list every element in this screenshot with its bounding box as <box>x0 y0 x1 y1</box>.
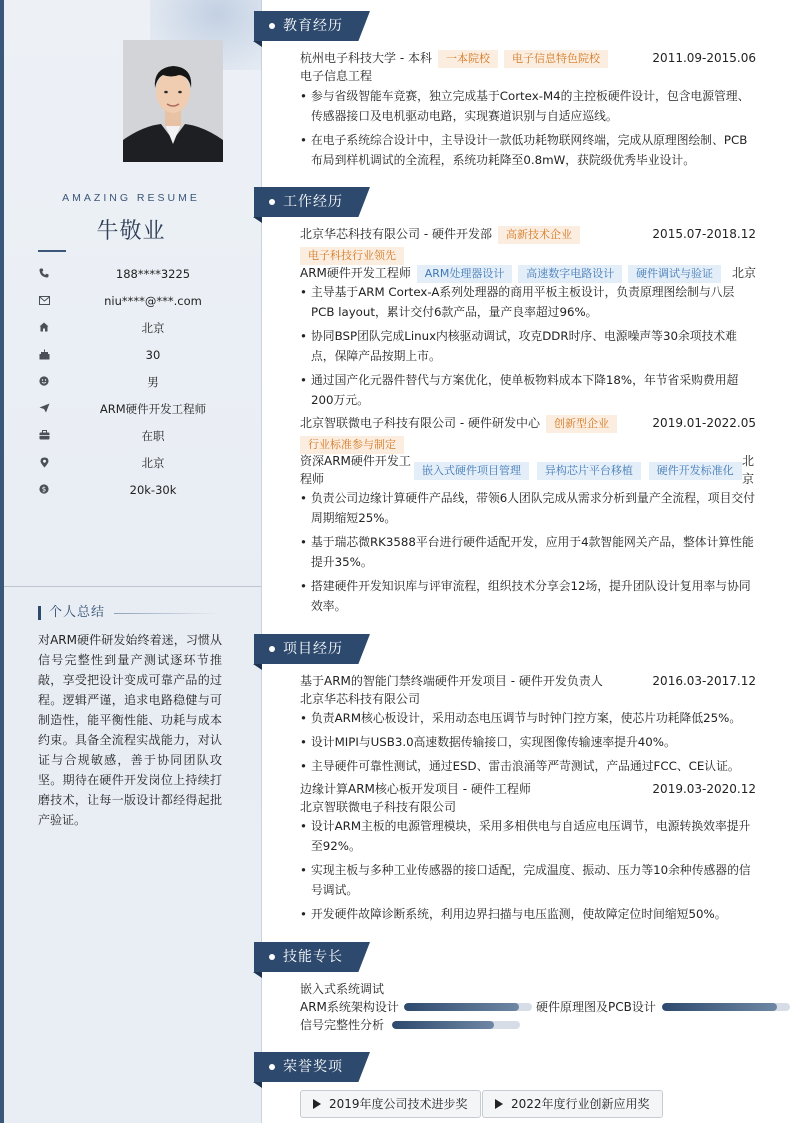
info-location <box>38 454 248 472</box>
job-bullet: • 负责公司边缘计算硬件产品线，带领6人团队完成从需求分析到量产全流程，项目交付周期缩短25%。 <box>300 488 756 528</box>
job-skill-tag: 异构芯片平台移植 <box>537 462 641 480</box>
send-icon <box>38 402 50 414</box>
section-title: 教育经历 <box>283 18 343 34</box>
summary-marker <box>38 606 41 620</box>
section-dot <box>269 646 275 652</box>
job-bullet: • 通过国产化元器件替代与方案优化，使单板物料成本下降18%，年节省采购费用超200万元。 <box>300 370 756 410</box>
summary-title: 个人总结 <box>49 605 106 620</box>
summary-text: 对ARM硬件研发始终着迷，习惯从信号完整性到量产测试逐环节推敲，享受把设计变成可靠产品的过程。逻辑严谨，追求电路稳健与可制造性，能平衡性能、功耗与成本约束。具备全流程实战能力，对认证与合规敏感，善于协同团队攻坚。期待在硬件开发岗位上持续打磨技术，让每一版设计都经得起批产验证。 <box>38 633 222 827</box>
skill-level-bar <box>662 1003 790 1011</box>
job-city: 北京 <box>731 266 756 280</box>
education-tag: 电子信息特色院校 <box>504 50 608 68</box>
job-skill-tag: 嵌入式硬件项目管理 <box>414 462 529 480</box>
job-role: 资深ARM硬件开发工程师 <box>300 454 411 486</box>
profile-photo <box>123 40 223 162</box>
cake-icon <box>38 348 50 360</box>
project-company: 北京智联微电子科技有限公司 <box>300 800 457 814</box>
salary-icon <box>38 483 50 495</box>
section-fold <box>253 664 262 670</box>
school-name: 杭州电子科技大学 - 本科 <box>300 51 432 65</box>
section-dot <box>269 954 275 960</box>
section-heading-work <box>254 187 374 217</box>
info-home <box>38 319 248 337</box>
user-icon <box>38 375 50 387</box>
skill-level-bar <box>392 1021 520 1029</box>
candidate-name: 牛敬业 <box>96 219 166 244</box>
education-bullet: • 参与省级智能车竞赛，独立完成基于Cortex-M4的主控板硬件设计，包含电源管理、传感器接口及电机驱动电路，实现赛道识别与自适应巡线。 <box>300 86 756 126</box>
project-bullet: • 负责ARM核心板设计，采用动态电压调节与时钟门控方案，使芯片功耗降低25%。 <box>300 708 756 728</box>
section-fold <box>253 1082 262 1088</box>
job-company: 北京华芯科技有限公司 - 硬件开发部 <box>300 227 492 241</box>
main-content <box>262 0 794 1123</box>
job-tag: 创新型企业 <box>546 415 617 433</box>
project-bullet: • 设计MIPI与USB3.0高速数据传输接口，实现图像传输速率提升40%。 <box>300 732 756 752</box>
section-dot <box>269 23 275 29</box>
job-header <box>300 414 756 433</box>
briefcase-icon <box>38 429 50 441</box>
education-major: 电子信息工程 <box>300 69 373 83</box>
job-role-row <box>300 264 756 283</box>
job-header <box>300 225 756 244</box>
award-label: 2022年度行业创新应用奖 <box>511 1097 650 1111</box>
section-title: 技能专长 <box>283 949 343 965</box>
phone-value: 188****3225 <box>115 267 191 281</box>
summary-heading <box>38 604 238 622</box>
section-title: 项目经历 <box>283 641 343 657</box>
resume-tagline: AMAZING RESUME <box>62 192 200 204</box>
job-tag: 行业标准参与制定 <box>300 436 404 454</box>
project-name: 基于ARM的智能门禁终端硬件开发项目 - 硬件开发负责人 <box>300 674 603 688</box>
info-position <box>38 400 248 418</box>
skill-level-fill <box>392 1021 494 1029</box>
job-tag: 电子科技行业领先 <box>300 247 404 265</box>
hometown-value: 北京 <box>141 321 165 335</box>
section-heading-awards <box>254 1052 374 1082</box>
award-label: 2019年度公司技术进步奖 <box>329 1097 468 1111</box>
play-icon <box>495 1099 503 1109</box>
info-status <box>38 427 248 445</box>
education-tag: 一本院校 <box>438 50 498 68</box>
sidebar <box>0 0 262 1123</box>
award-item <box>300 1090 481 1118</box>
play-icon <box>313 1099 321 1109</box>
job-skill-tag: 硬件开发标准化 <box>649 462 742 480</box>
job-bullet: • 基于瑞芯微RK3588平台进行硬件适配开发，应用于4款智能网关产品，整体计算性能提升35%。 <box>300 532 756 572</box>
skill-level-bar <box>404 1003 532 1011</box>
section-heading-skills <box>254 942 374 972</box>
skill-level-fill <box>662 1003 777 1011</box>
section-title: 工作经历 <box>283 194 343 210</box>
project-company: 北京华芯科技有限公司 <box>300 692 421 706</box>
project-date: 2019.03-2020.12 <box>652 782 756 796</box>
section-dot <box>269 1064 275 1070</box>
summary-rule <box>114 613 218 614</box>
info-age <box>38 346 248 364</box>
job-skill-tag: ARM处理器设计 <box>417 265 513 283</box>
section-fold <box>253 217 262 223</box>
project-header <box>300 672 756 690</box>
job-bullet: • 协同BSP团队完成Linux内核驱动调试，攻克DDR时序、电源噪声等30余项技术难点，保障产品按期上市。 <box>300 326 756 366</box>
svg-text:$: $ <box>41 485 47 494</box>
skill-name: ARM系统架构设计 <box>300 1000 399 1014</box>
project-header <box>300 780 756 798</box>
sidebar-divider <box>4 586 261 587</box>
phone-icon <box>38 267 50 279</box>
position-value: ARM硬件开发工程师 <box>99 402 207 416</box>
job-date: 2019.01-2022.05 <box>652 416 756 430</box>
job-role-row <box>300 452 756 488</box>
education-date: 2011.09-2015.06 <box>652 51 756 65</box>
status-value: 在职 <box>141 429 165 443</box>
project-bullet: • 主导硬件可靠性测试，通过ESD、雷击浪涌等严苛测试，产品通过FCC、CE认证。 <box>300 756 756 776</box>
email-value: niu****@***.com <box>104 294 202 308</box>
project-date: 2016.03-2017.12 <box>652 674 756 688</box>
section-heading-projects <box>254 634 374 664</box>
job-tag-row <box>300 246 756 265</box>
education-bullet: • 在电子系统综合设计中，主导设计一款低功耗物联网终端，完成从原理图绘制、PCB布局到样机调试的全流程，系统功耗降至0.8mW，获院级优秀毕业设计。 <box>300 130 756 170</box>
info-salary <box>38 481 248 499</box>
skill-name: 嵌入式系统调试 <box>300 982 385 996</box>
section-title: 荣誉奖项 <box>283 1059 343 1075</box>
gender-value: 男 <box>147 375 159 389</box>
sidebar-edge-bar <box>0 0 4 1123</box>
info-email <box>38 292 248 310</box>
project-bullet: • 设计ARM主板的电源管理模块，采用多相供电与自适应电压调节，电源转换效率提升至92%。 <box>300 816 756 856</box>
location-value: 北京 <box>141 456 165 470</box>
section-fold <box>253 972 262 978</box>
section-dot <box>269 199 275 205</box>
section-fold <box>253 41 262 47</box>
award-item <box>482 1090 663 1118</box>
skill-level-fill <box>404 1003 519 1011</box>
info-gender <box>38 373 248 391</box>
job-skill-tag: 硬件调试与验证 <box>628 265 721 283</box>
info-phone <box>38 265 248 283</box>
salary-value: 20k-30k <box>129 483 177 497</box>
skill-name: 硬件原理图及PCB设计 <box>536 1000 656 1014</box>
job-tag: 高新技术企业 <box>498 226 580 244</box>
skill-name: 信号完整性分析 <box>300 1018 385 1032</box>
project-bullet: • 开发硬件故障诊断系统，利用边界扫描与电压监测，使故障定位时间缩短50%。 <box>300 904 756 924</box>
job-date: 2015.07-2018.12 <box>652 227 756 241</box>
location-pin-icon <box>38 456 50 468</box>
education-school-row <box>300 49 756 68</box>
job-bullet: • 主导基于ARM Cortex-A系列处理器的商用平板主板设计，负责原理图绘制与八层PCB layout，累计交付6款产品，量产良率超过96%。 <box>300 282 756 322</box>
mail-icon <box>38 294 50 306</box>
job-city: 北京 <box>742 454 755 486</box>
job-bullet: • 搭建硬件开发知识库与评审流程，组织技术分享会12场，提升团队设计复用率与协同效率。 <box>300 576 756 616</box>
job-role: ARM硬件开发工程师 <box>300 266 411 280</box>
job-company: 北京智联微电子科技有限公司 - 硬件研发中心 <box>300 416 540 430</box>
name-underline <box>38 250 66 252</box>
home-icon <box>38 321 50 333</box>
age-value: 30 <box>145 348 161 362</box>
project-bullet: • 实现主板与多种工业传感器的接口适配，完成温度、振动、压力等10余种传感器的信号调试。 <box>300 860 756 900</box>
job-skill-tag: 高速数字电路设计 <box>518 265 622 283</box>
project-name: 边缘计算ARM核心板开发项目 - 硬件工程师 <box>300 782 531 796</box>
section-heading-education <box>254 11 374 41</box>
